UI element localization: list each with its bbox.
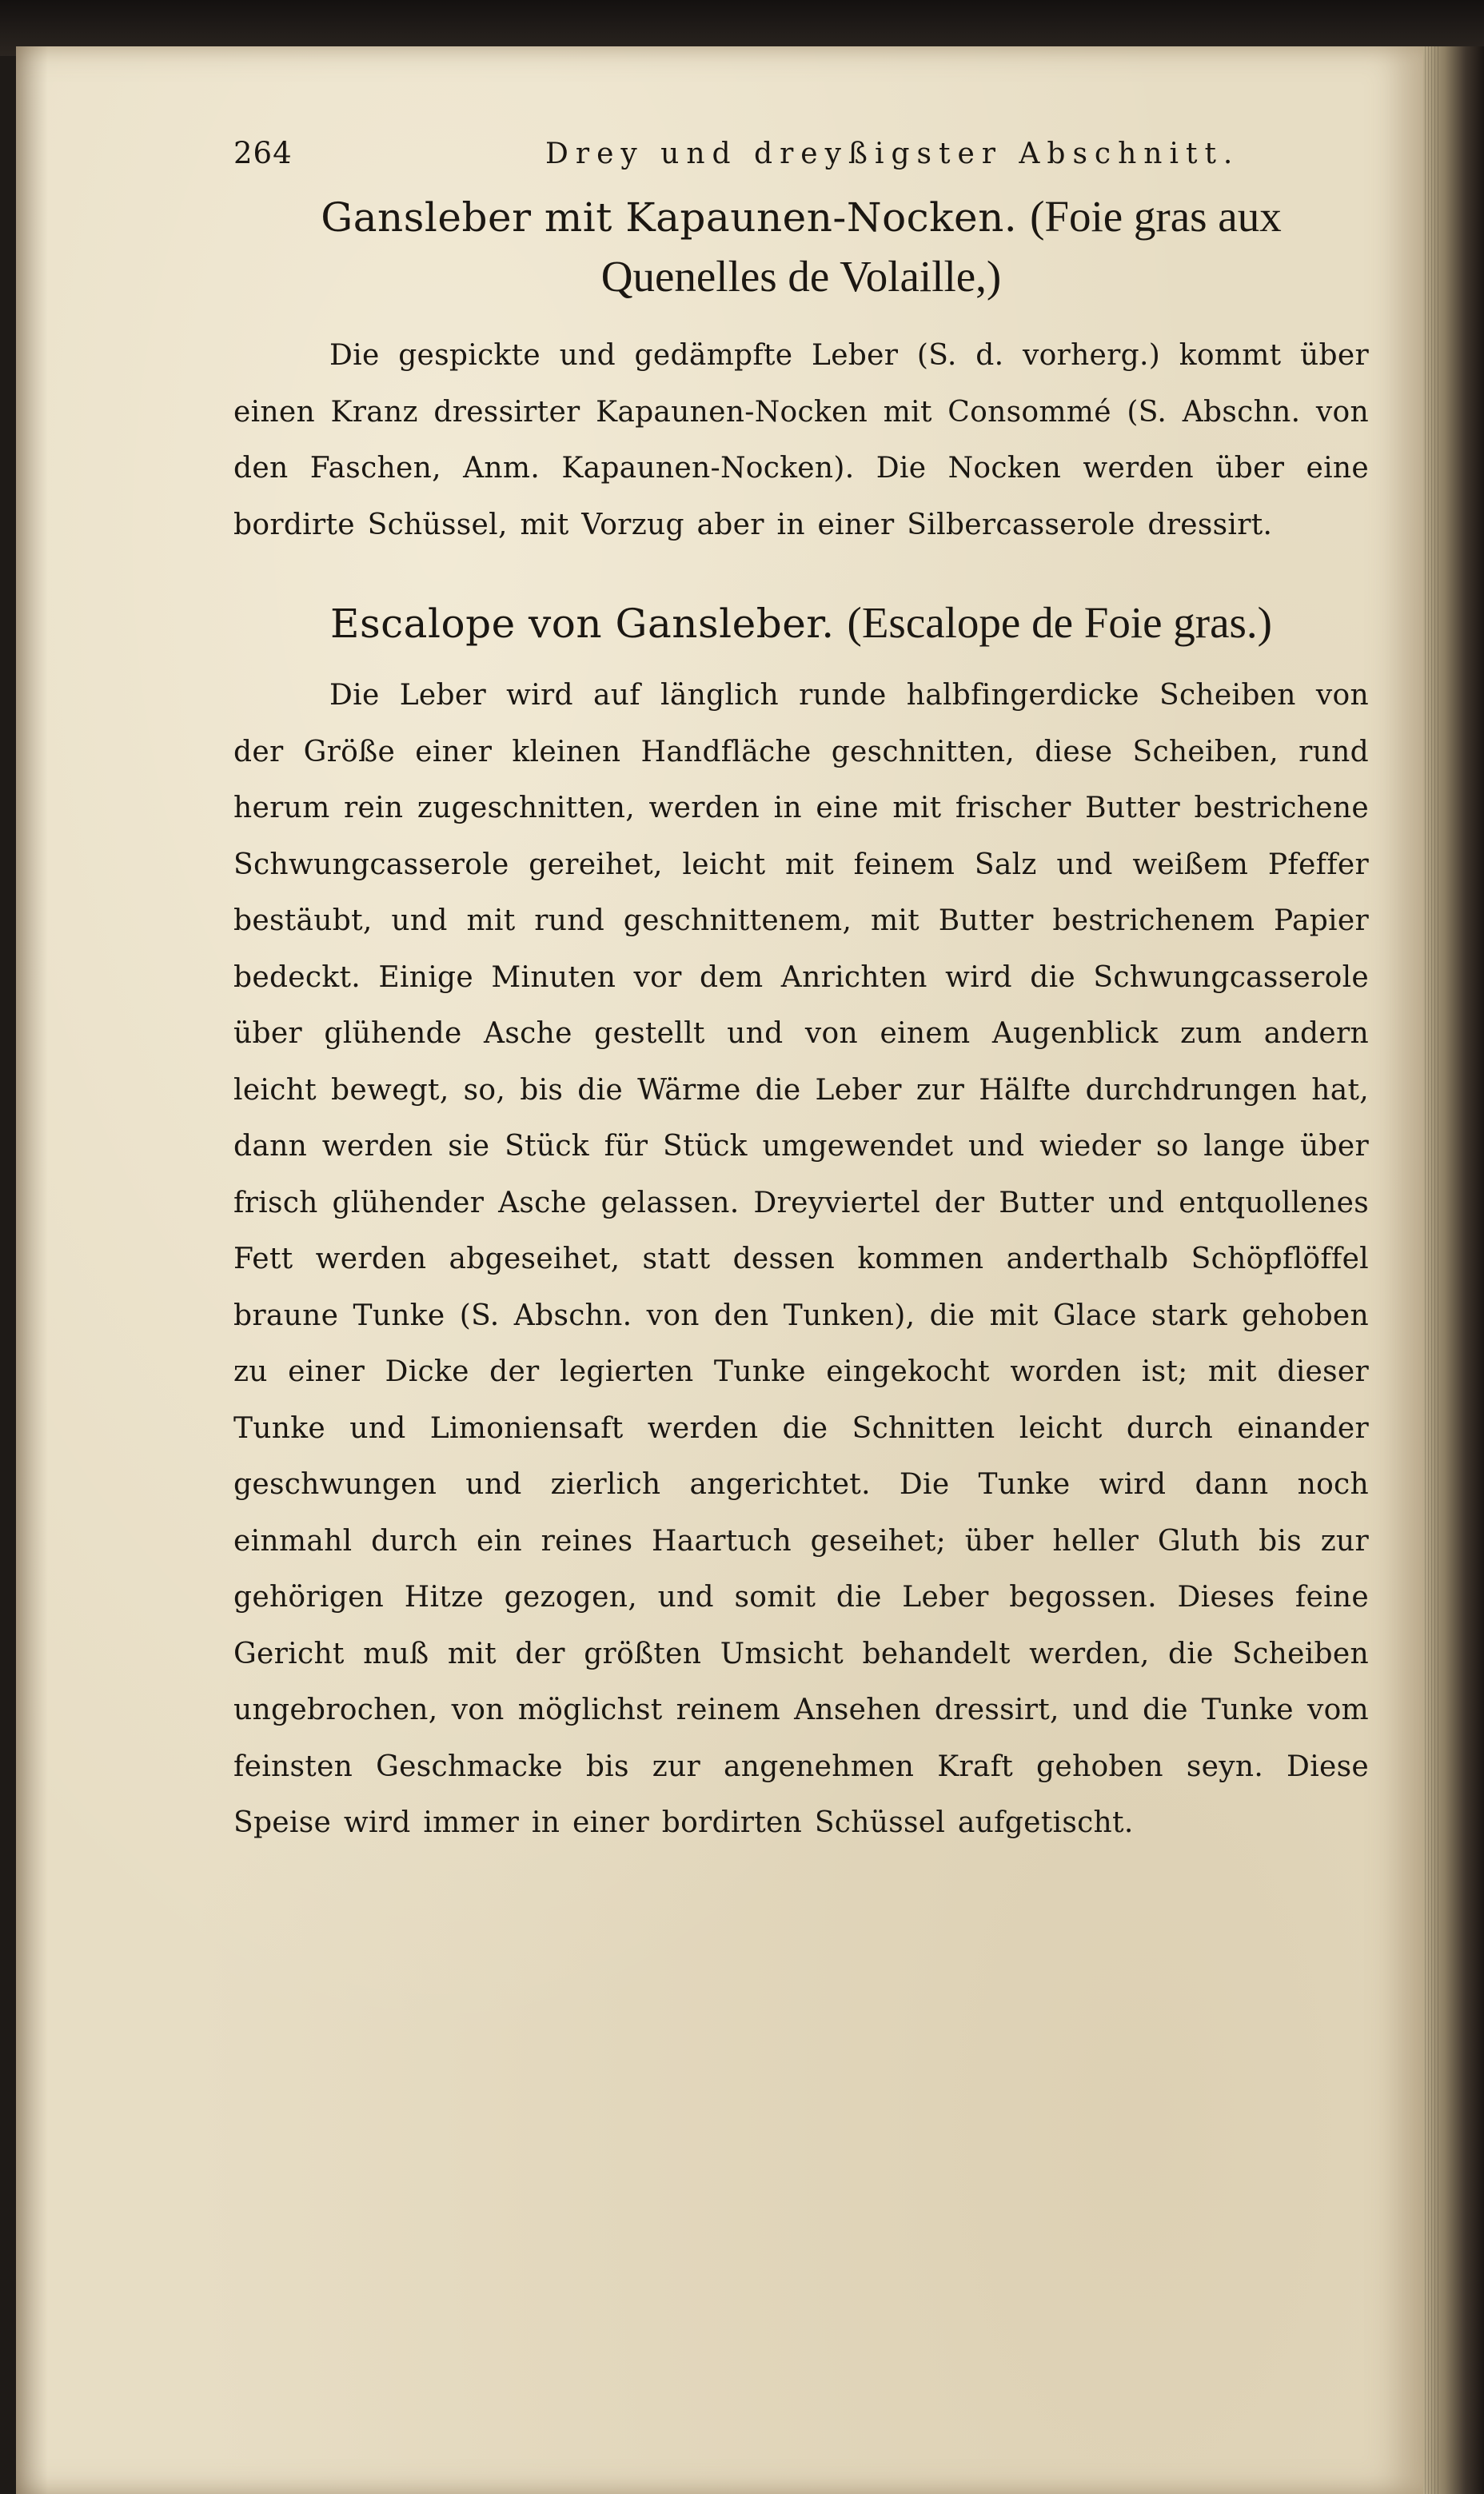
page-text <box>233 136 1369 1852</box>
section-heading <box>233 187 1369 307</box>
section-body: Die gespickte und gedämpfte Leber (S. d. vorherg.) kommt über einen Kranz dressirter Kapaunen-Nocken mit Consommé (S. Abschn. von den Faschen, Anm. Kapaunen-Nocken). Die Nocken werden über eine bordirte Schüssel, mit Vorzug aber in einer Silbercasserole dressirt. <box>233 339 1369 541</box>
binding-shadow <box>16 46 48 2494</box>
section-body: Die Leber wird auf länglich runde halbfingerdicke Scheiben von der Größe einer kleinen Handfläche geschnitten, diese Scheiben, rund herum rein zugeschnitten, werden in eine mit frischer Butter bestrichene Schwungcasserole gereihet, leicht mit feinem Salz und weißem Pfeffer bestäubt, und mit rund geschnittenem, mit Butter bestrichenem Papier bedeckt. Einige Minuten vor dem Anrichten wird die Schwungcasserole über glühende Asche gestellt und von einem Augenblick zum andern leicht bewegt, so, bis die Wärme die Leber zur Hälfte durchdrungen hat, dann werden sie Stück für Stück umgewendet und wieder so lange über frisch glühender Asche gelassen. Dreyviertel der Butter und entquollenes Fett werden abgeseihet, statt dessen kommen anderthalb Schöpflöffel braune Tunke (S. Abschn. von den Tunken), die mit Glace stark gehoben zu einer Dicke der legierten Tunke eingekocht worden ist; mit dieser Tunke und Limoniensaft werden die Schnitten leicht durch einander geschwungen und zierlich angerichtet. Die Tunke wird dann noch einmahl durch ein reines Haartuch geseihet; über heller Gluth bis zur gehörigen Hitze gezogen, und somit die Leber begossen. Dieses feine Gericht muß mit der größten Umsicht behandelt werden, die Scheiben ungebrochen, von möglichst reinem Ansehen dressirt, und die Tunke vom feinsten Geschmacke bis zur angenehmen Kraft gehoben seyn. Diese Speise wird immer in einer bordirten Schüssel aufgetischt. <box>233 679 1369 1839</box>
heading-french: (Escalope de Foie gras.) <box>847 598 1272 647</box>
running-head <box>233 136 1369 187</box>
heading-french: (Foie gras aux Quenelles de Volaille,) <box>600 192 1282 301</box>
heading-german: Escalope von Gansleber. <box>330 601 835 647</box>
running-title: Drey und dreyßigster Abschnitt. <box>545 138 1240 170</box>
heading-german: Gansleber mit Kapaunen-Nocken. <box>321 194 1018 241</box>
section-heading <box>233 593 1369 653</box>
page-stack-lines <box>1425 46 1441 2494</box>
page-number: 264 <box>233 136 293 170</box>
